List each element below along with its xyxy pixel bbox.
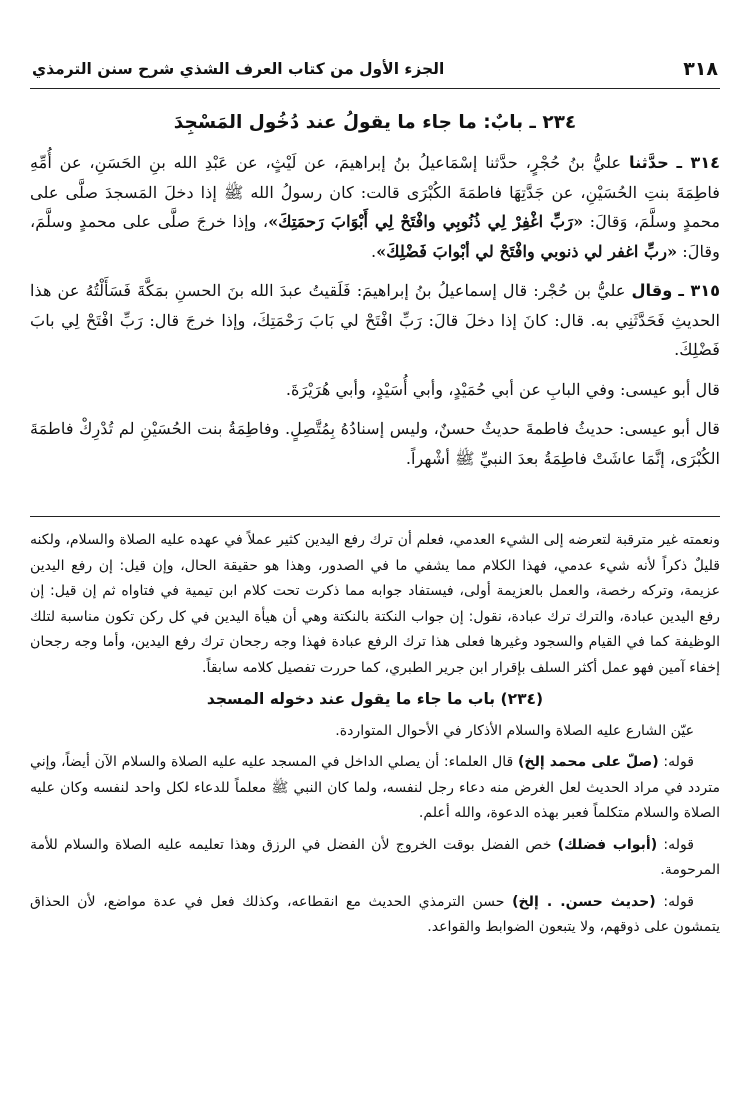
section-divider: [30, 516, 720, 517]
book-title: الجزء الأول من كتاب العرف الشذي شرح سنن الترمذي: [32, 60, 445, 78]
quoted-phrase: (أبواب فضلك): [557, 836, 658, 853]
hadith-section: [30, 148, 720, 481]
hadith-number: ٣١٥ ـ: [678, 281, 720, 300]
commentary-paragraph: [30, 833, 720, 884]
quoted-phrase: (حديث حسن. . إلخ): [512, 893, 656, 910]
hadith-lead: وقال: [631, 281, 673, 300]
hadith-text: عليُّ بن حُجْر: قال إسماعيلُ بنُ إبراهيمَ: فَلَقيتُ عبدَ الله بنَ الحسنِ بمَكَّةَ فَسَأَلْتُهُ عن هذا الحديثِ فَحَدَّثَنِي به. قال: كانَ إذا دخلَ قالَ: رَبِّ افْتَحْ لي بَابَ رَحْمَتِكَ، وإذا خرجَ قال: رَبِّ افْتَحْ لِي بابَ فَضْلِكَ.: [30, 281, 720, 359]
hadith-text: عليُّ بنُ حُجْرٍ، حدَّثنا إسْمَاعيلُ بنُ إبراهيمَ، عن لَيْثٍ، عن عَبْدِ الله بنِ الحَسَنِ، عن أُمِّهِ فاطِمَةَ بنتِ الحُسَيْنِ، عن جَدَّتِهَا فاطمَةَ الكُبْرَى قالت: كان رسولُ الله ﷺ إذا دخلَ المَسجدَ صلَّى على محمدٍ وسلَّمَ، وَقالَ:: [30, 153, 720, 231]
running-header: [30, 58, 720, 89]
commentary-paragraph: [30, 890, 720, 941]
commentary-text: قال العلماء: أن يصلي الداخل في المسجد عليه عليه الصلاة والسلام الآن أيضاً، وإني متردد في مراد الحديث لعل الغرض منه دعاء رجل لنفسه، ولما كان النبي ﷺ معلماً للدعاء لكل واحد لنفسه وكان عليه الصلاة والسلام متكلماً فعبر بهذه الدعوة، والله أعلم.: [30, 754, 720, 821]
hadith-text: .: [370, 241, 377, 261]
quoted-phrase: (صلّ على محمد إلخ): [517, 754, 659, 770]
hadith-text: ، وإذا خرجَ صلَّى على محمدٍ وسلَّمَ، وقالَ:: [30, 212, 720, 261]
commentary-paragraph: ونعمته غير مترقبة لتعرضه إلى الشيء العدمي، فعلم أن ترك رفع اليدين كثير عملاً في عهده عليه الصلاة والسلام، ولكنه قليلٌ ذكراً لأنه شيء عدمي، فهذا الكلام مما يشفي ما في الصدور، وهذا هو حقيقة الحال، وإن قيل: إن رفع اليدين عزيمة، وتركه رخصة، والعمل بالعزيمة أولى، فيستفاد جوابه مما ذكرت تحت كلام ابن تيمية في فتاواه ثم إن قيل: إن رفع اليدين عبادة، والترك ترك عبادة، نقول: إن جواب النكتة بالنكتة وهي أن هيأة اليدين في كل ركن تكون مناسبة لتلك الوظيفة كما في القيام والسجود وغيرها فعلى هذا ترك الرفع عبادة فهذا وجه رجحان ترك رفع اليدين، وأما وجه رجحان إخفاء آمين فهو عمل أكثر السلف بإقرار ابن جرير الطبري، كما حررت تفصيل كلامه سابقاً.: [30, 532, 720, 676]
hadith-314: [30, 148, 720, 266]
commentary-paragraph: عيّن الشارع عليه الصلاة والسلام الأذكار في الأحوال المتواردة.: [335, 722, 694, 739]
hadith-lead: حدَّثنا: [628, 153, 669, 172]
abu-isa-note-2: قال أبو عيسى: حديثُ فاطمةَ حديثٌ حسنٌ، وليس إسنادُهُ بِمُتَّصِلٍ. وفاطِمَةُ بنت الحُسَيْنِ لم تُدْرِكْ فاطمَةَ الكُبْرَى، إنَّمَا عاشَتْ فاطِمَةُ بعدَ النبيِّ ﷺ أشْهراً.: [30, 419, 720, 468]
said-label: قوله:: [657, 836, 695, 853]
chapter-title: ٢٣٤ ـ بابٌ: ما جاء ما يقولُ عند دُخُول المَسْجِدَ: [173, 112, 577, 133]
page-number: ٣١٨: [683, 58, 718, 80]
commentary-section: [30, 528, 720, 947]
commentary-subtitle: (٢٣٤) باب ما جاء ما يقول عند دخوله المسجد: [206, 690, 544, 708]
abu-isa-note-1: قال أبو عيسى: وفي البابِ عن أبي حُمَيْدٍ، وأبي أُسَيْدٍ، وأبي هُرَيْرَةَ.: [285, 379, 720, 399]
commentary-text: خص الفضل بوقت الخروج لأن الفضل في الرزق وهذا تعليمه عليه الصلاة والسلام للأمة المرحومة.: [30, 836, 720, 878]
commentary-paragraph: [30, 750, 720, 827]
hadith-number: ٣١٤ ـ: [676, 153, 720, 172]
book-page: [30, 0, 720, 1105]
commentary-text: حسن الترمذي الحديث مع انقطاعه، وكذلك فعل في عدة مواضع، لأن الحذاق يتمشون على ذوقهم، ولا يتبعون الضوابط والقواعد.: [30, 893, 720, 935]
said-label: قوله:: [658, 754, 694, 770]
said-label: قوله:: [655, 893, 694, 910]
dua-entering: «رَبِّ اغْفِرْ لِي ذُنُوبِي وافْتَحْ لِي أَبْوَابَ رَحمَتِكَ»: [268, 212, 584, 231]
hadith-315: [30, 276, 720, 365]
dua-leaving: «ربِّ اغفر لي ذنوبي وافْتَحْ لي أبْوابَ فَضْلِكَ»: [376, 241, 678, 261]
